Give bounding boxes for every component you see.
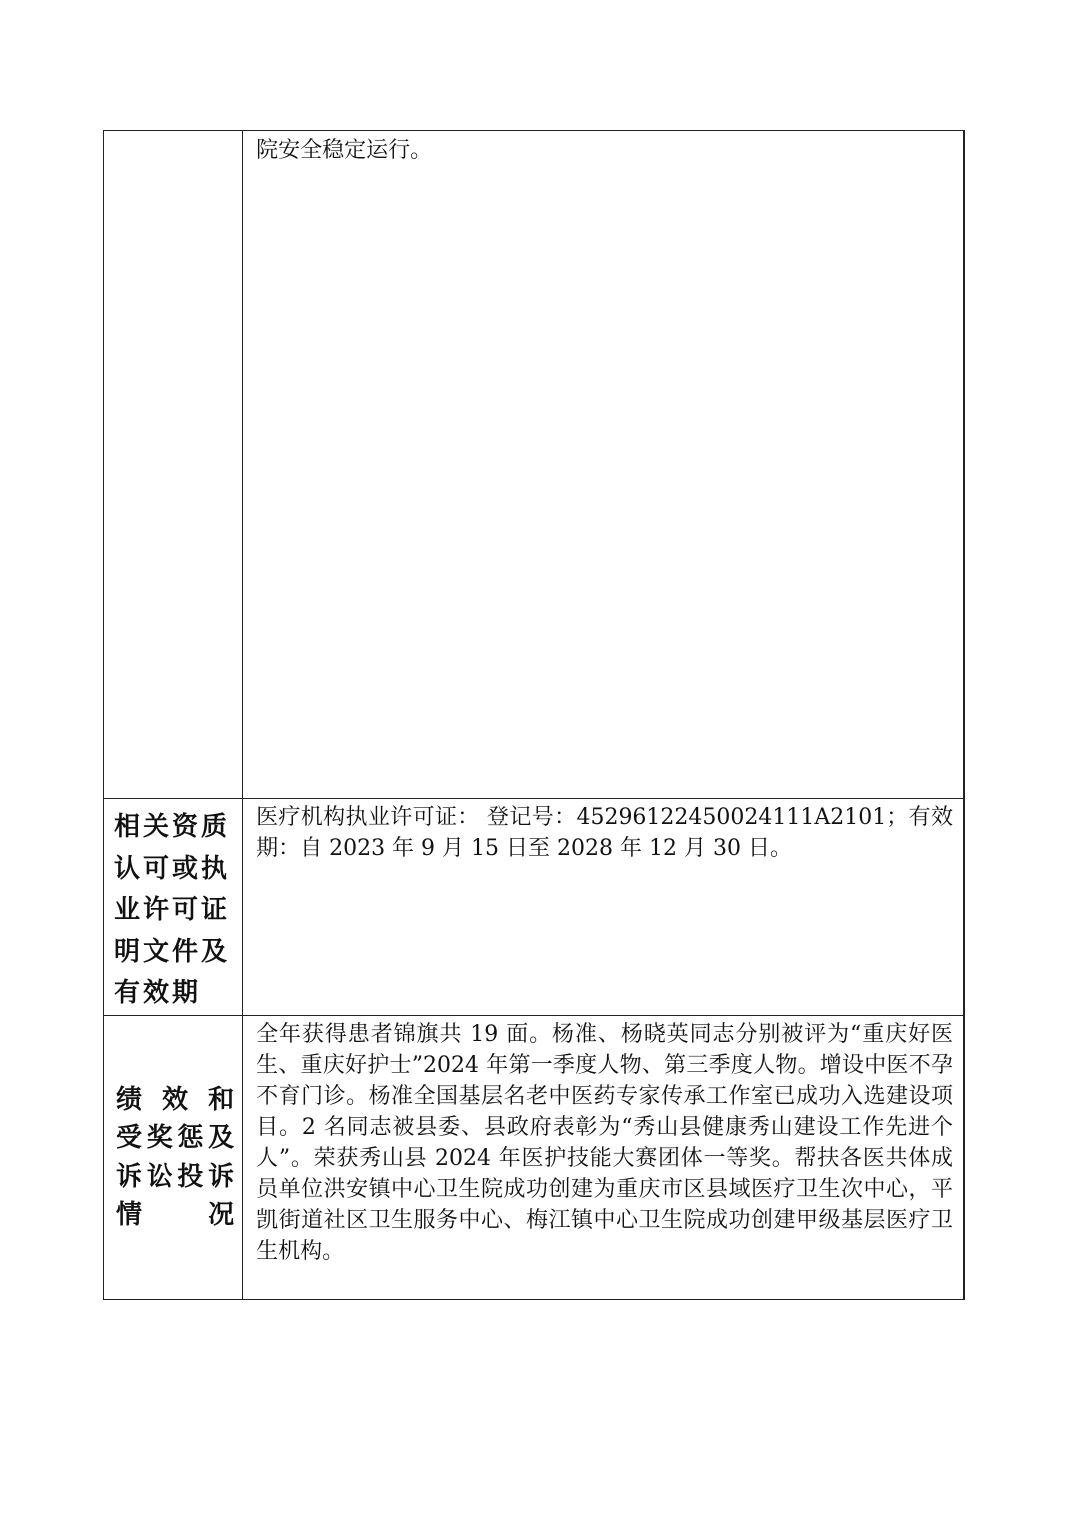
- license-label-cell: [104, 799, 243, 1016]
- awards-content-text: 全年获得患者锦旗共 19 面。杨准、杨晓英同志分别被评为“重庆好医生、重庆好护士”2024 年第一季度人物、第三季度人物。增设中医不孕不育门诊。杨准全国基层名老中医药专家传承工作室已成功入选建设项目。2 名同志被县委、县政府表彰为“秀山县健康秀山建设工作先进个人”。荣获秀山县 2024 年医护技能大赛团体一等奖。帮扶各医共体成员单位洪安镇中心卫生院成功创建为重庆市区县域医疗卫生次中心，平凯街道社区卫生服务中心、梅江镇中心卫生院成功创建甲级基层医疗卫生机构。: [256, 1021, 953, 1264]
- awards-label-char: 诉: [208, 1161, 235, 1192]
- awards-label-char: 及: [208, 1123, 235, 1153]
- awards-content-cell: [243, 1015, 964, 1299]
- license-label: [104, 799, 242, 1015]
- awards-label-char: 惩: [177, 1123, 204, 1153]
- table-row-awards: [104, 1015, 965, 1299]
- awards-label-cell: [104, 1015, 243, 1299]
- report-table: [103, 130, 965, 1300]
- awards-label-line: [116, 1196, 234, 1235]
- awards-label-char: 效: [162, 1084, 189, 1115]
- awards-label-char: 投: [177, 1161, 204, 1192]
- continued-label-cell: [104, 131, 243, 799]
- awards-label-char: 情: [116, 1200, 143, 1230]
- continued-content-text: 院安全稳定运行。: [256, 138, 433, 163]
- license-content-cell: [243, 799, 964, 1016]
- awards-label-char: 奖: [146, 1123, 173, 1153]
- license-content-text: 医疗机构执业许可证： 登记号：45296122450024111A2101；有效期：自 2023 年 9 月 15 日至 2028 年 12 月 30 日。: [256, 805, 953, 861]
- table-row-continued: [104, 131, 965, 799]
- awards-label-char: 绩: [116, 1084, 143, 1115]
- awards-label-char: 受: [116, 1123, 143, 1153]
- table-row-license: [104, 799, 965, 1016]
- awards-label: [104, 1016, 242, 1235]
- continued-content-cell: [243, 131, 964, 799]
- awards-label-char: 和: [208, 1084, 235, 1115]
- awards-label-line: [116, 1081, 234, 1120]
- awards-label-line: [116, 1158, 234, 1197]
- awards-label-char: 讼: [146, 1161, 173, 1192]
- awards-label-line: [116, 1119, 234, 1158]
- license-label-line: 业许可证: [114, 895, 231, 925]
- awards-label-char: 诉: [116, 1161, 143, 1192]
- license-label-line: 有效期: [114, 978, 202, 1008]
- awards-label-char: 况: [208, 1200, 235, 1230]
- license-label-line: 明文件及: [114, 936, 231, 967]
- license-label-line: 认可或执: [114, 853, 231, 884]
- license-label-line: 相关资质: [114, 812, 231, 842]
